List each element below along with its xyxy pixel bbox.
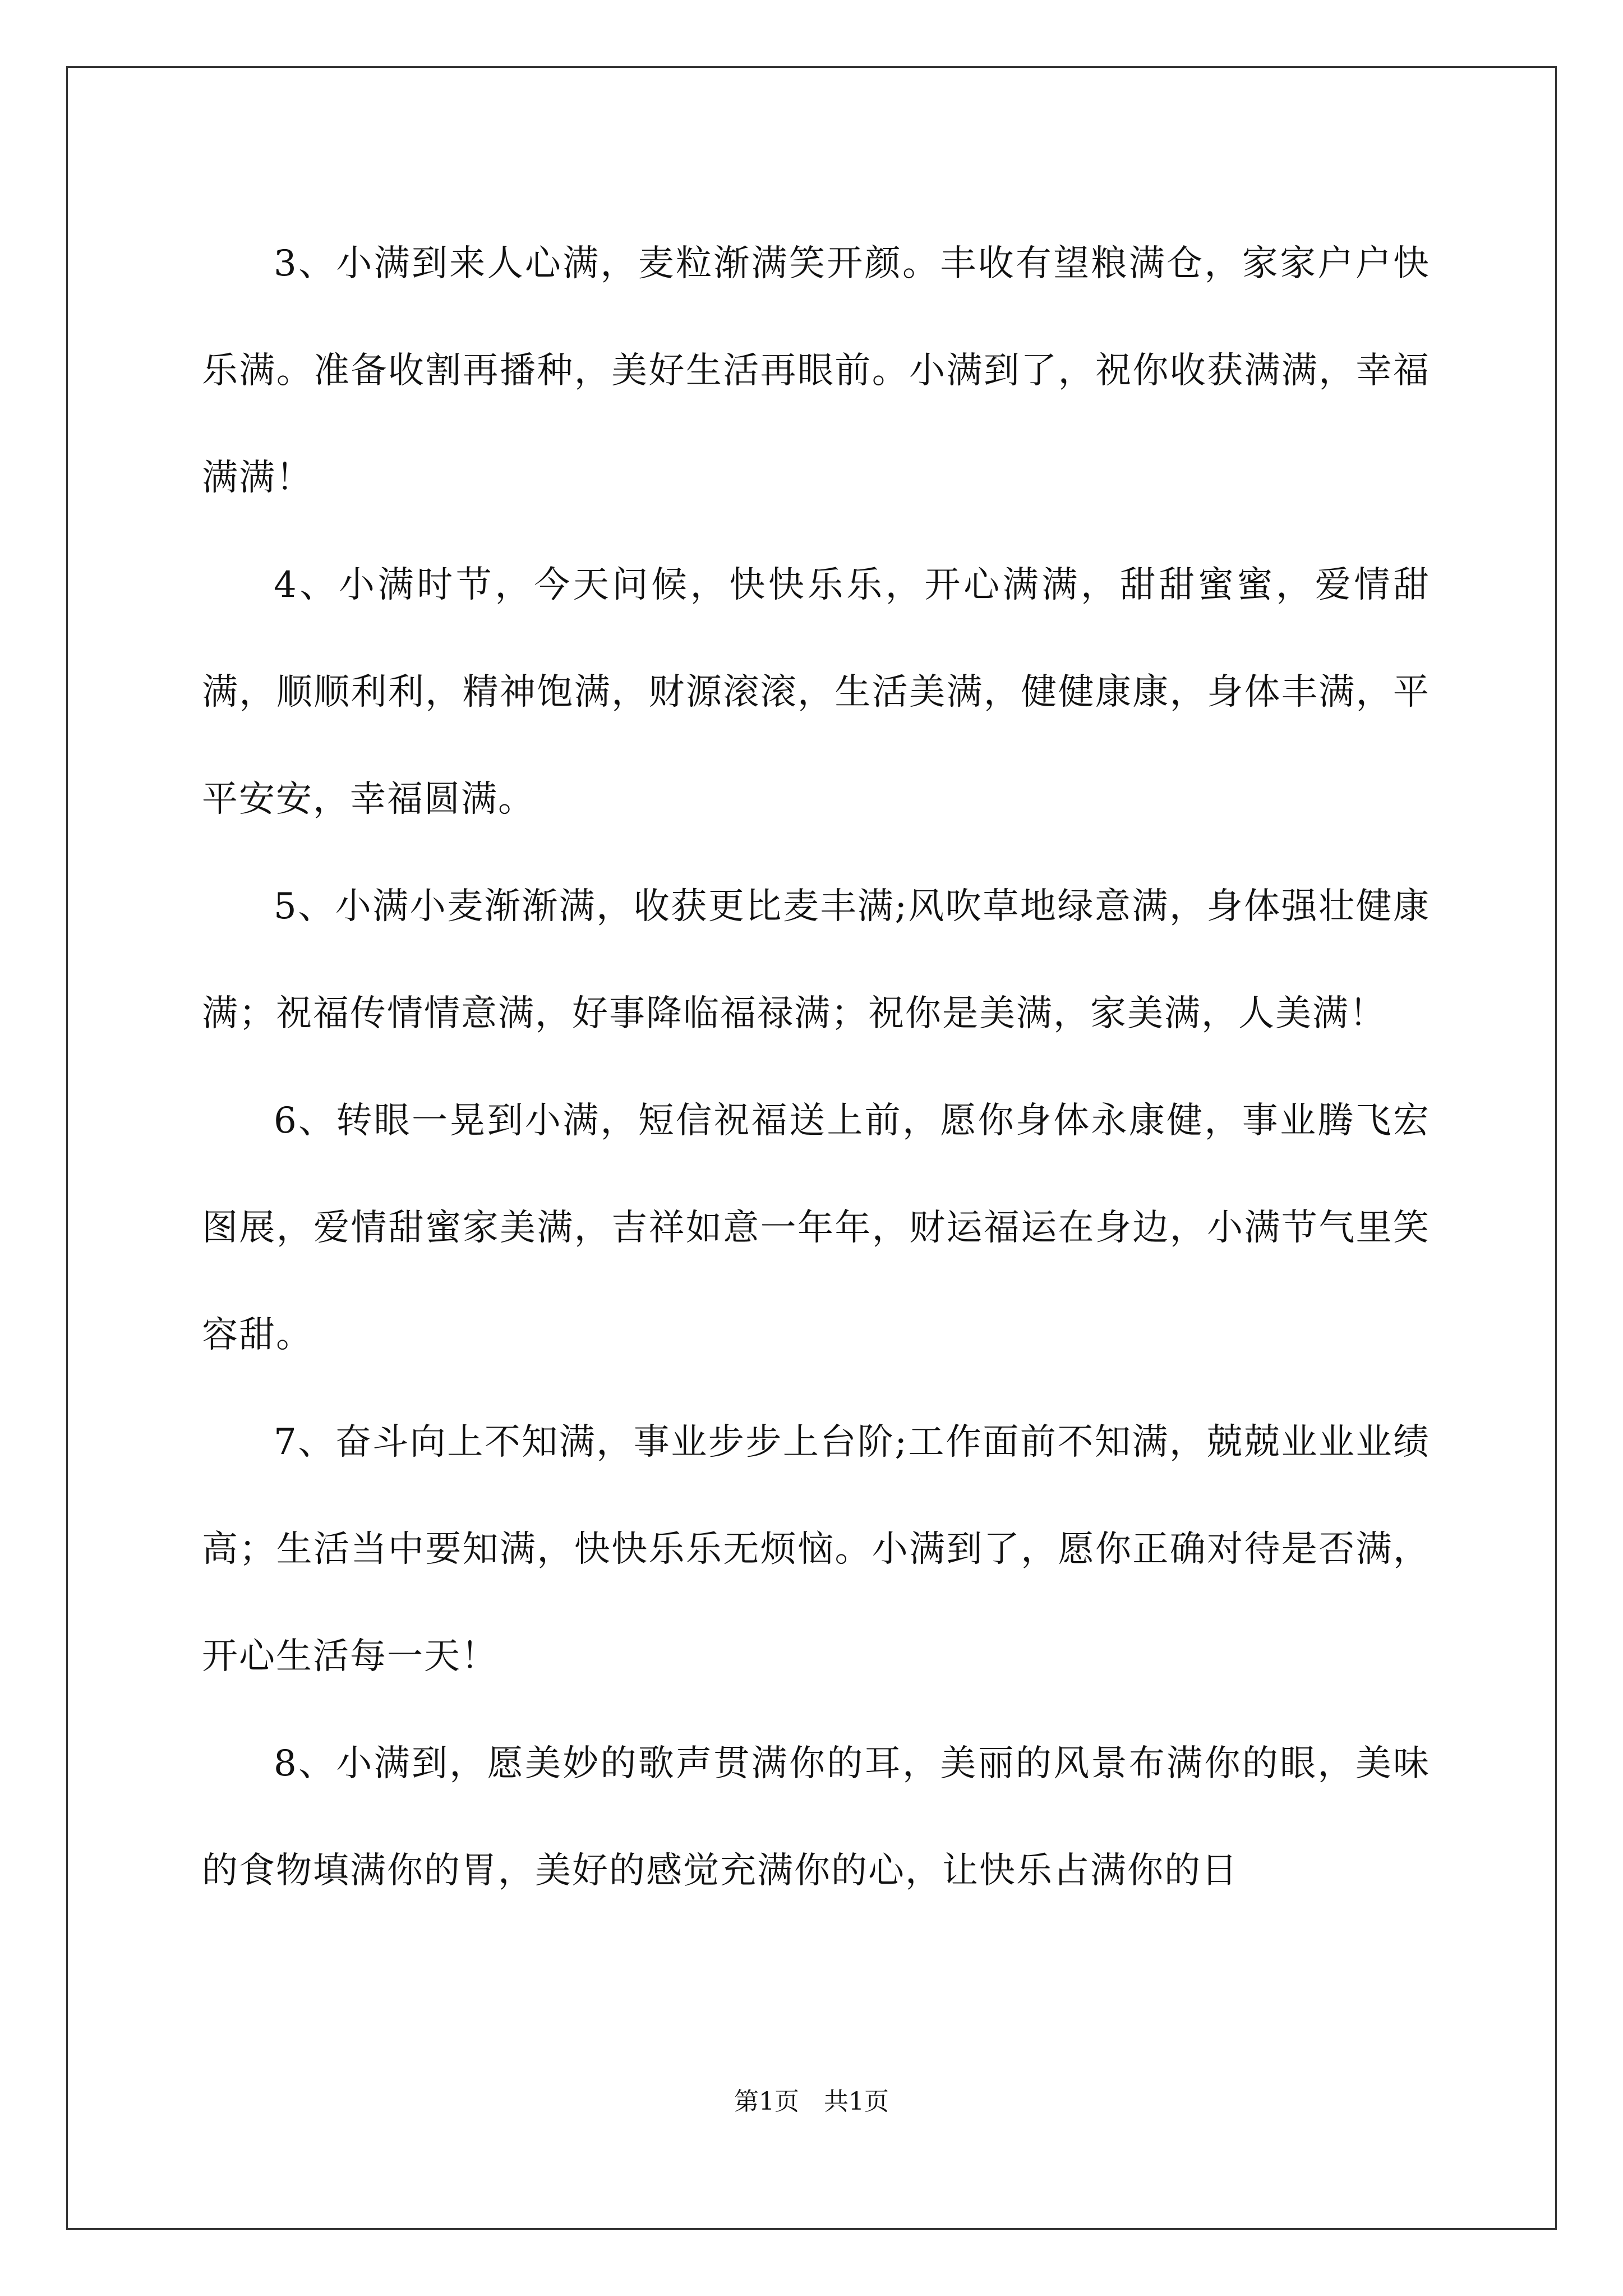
paragraph-8: 8、小满到，愿美妙的歌声贯满你的耳，美丽的风景布满你的眼，美味的食物填满你的胃，美好的感觉充满你的心，让快乐占满你的日 [202, 1743, 1430, 1892]
paragraph-4: 4、小满时节，今天问候，快快乐乐，开心满满，甜甜蜜蜜，爱情甜满，顺顺利利，精神饱满，财源滚滚，生活美满，健健康康，身体丰满，平平安安，幸福圆满。 [202, 564, 1430, 820]
paragraph-5: 5、小满小麦渐渐满，收获更比麦丰满;风吹草地绿意满，身体强壮健康满；祝福传情情意满，好事降临福禄满；祝你是美满，家美满，人美满！ [202, 886, 1430, 1034]
paragraph-6: 6、转眼一晃到小满，短信祝福送上前，愿你身体永康健，事业腾飞宏图展，爱情甜蜜家美满，吉祥如意一年年，财运福运在身边，小满节气里笑容甜。 [202, 1100, 1430, 1356]
paragraph-7: 7、奋斗向上不知满，事业步步上台阶;工作面前不知满，兢兢业业业绩高；生活当中要知满，快快乐乐无烦恼。小满到了，愿你正确对待是否满，开心生活每一天！ [202, 1421, 1430, 1677]
paragraph-3: 3、小满到来人心满，麦粒渐满笑开颜。丰收有望粮满仓，家家户户快乐满。准备收割再播种，美好生活再眼前。小满到了，祝你收获满满，幸福满满！ [202, 243, 1430, 499]
page-footer: 第1页 共1页 [734, 2087, 889, 2116]
document-body [202, 210, 1430, 1925]
